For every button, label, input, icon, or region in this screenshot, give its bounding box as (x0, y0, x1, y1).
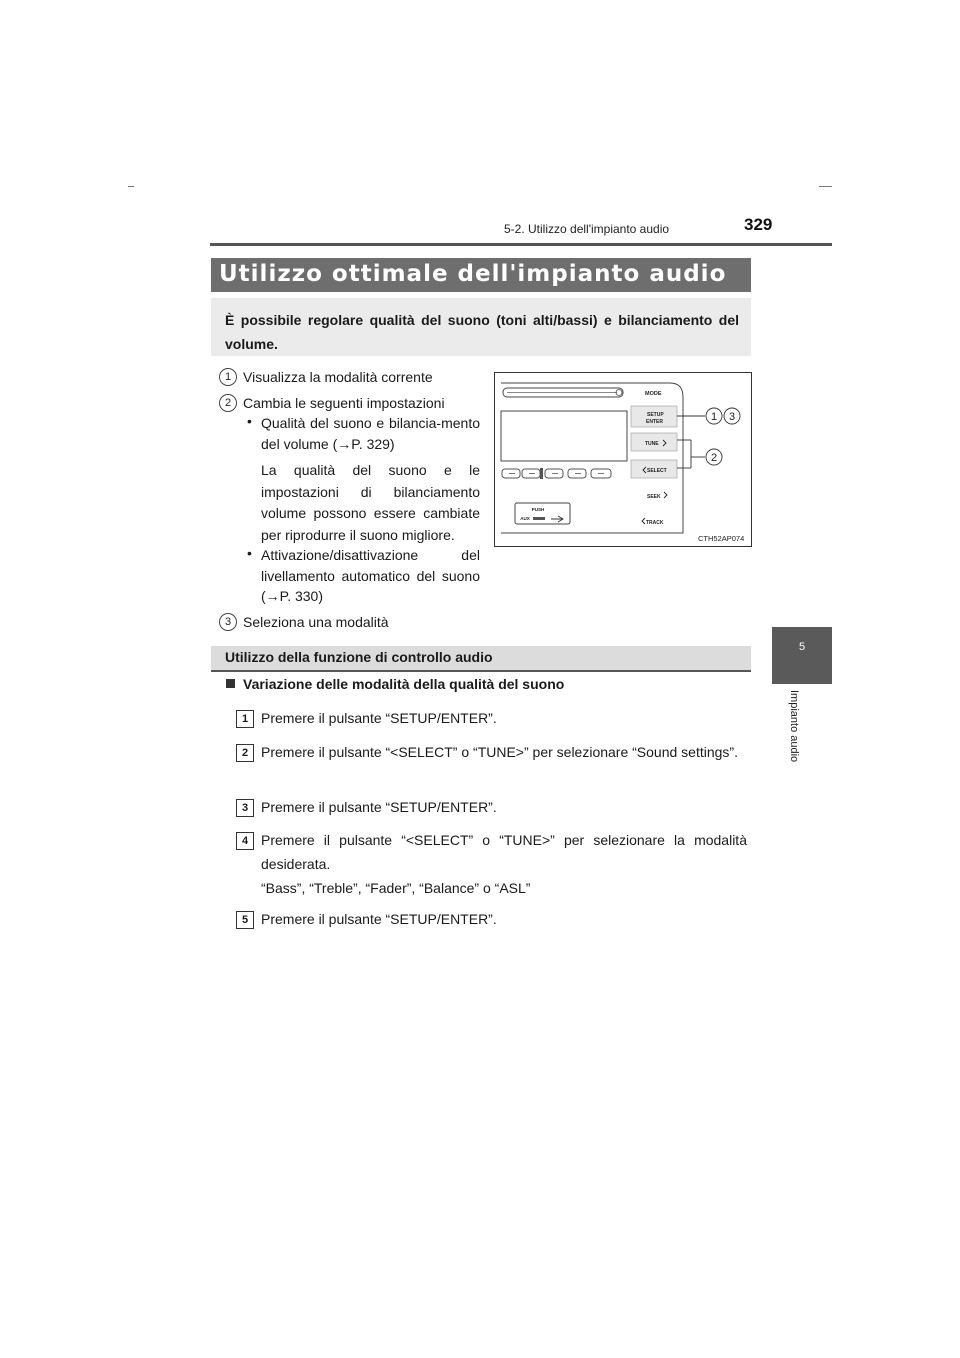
bullet-text-1: Qualità del suono e bilancia-mento del volume (→P. 329) (261, 415, 480, 452)
mode-button-label: MODE (645, 391, 662, 397)
setup-button-label: SETUP (647, 412, 664, 418)
audio-unit-figure (494, 372, 752, 547)
square-bullet-icon (226, 679, 235, 688)
step-text-3: Premere il pulsante “SETUP/ENTER”. (261, 799, 497, 815)
intro-box (211, 298, 751, 356)
page-number: 329 (744, 215, 773, 234)
track-button-label: TRACK (646, 520, 664, 526)
step-number-2: 2 (236, 744, 254, 762)
step-number-4: 4 (236, 832, 254, 850)
push-label: PUSH (531, 507, 545, 512)
step-number-3: 3 (236, 799, 254, 817)
subsection-title: Utilizzo della funzione di controllo audio (225, 649, 493, 665)
running-header-section: 5-2. Utilizzo dell'impianto audio (504, 222, 670, 236)
callout-marker-3: 3 (219, 613, 237, 631)
aux-label: AUX (520, 516, 530, 521)
step-note-4: “Bass”, “Treble”, “Fader”, “Balance” o “ASL” (261, 880, 531, 896)
chapter-number: 5 (798, 641, 806, 653)
audio-unit-drawing (495, 373, 751, 546)
step-text-4: Premere il pulsante “<SELECT” o “TUNE>” per selezionare la modalità desiderata. (261, 832, 747, 872)
step-number-5: 5 (236, 911, 254, 929)
step-text-2: Premere il pulsante “<SELECT” o “TUNE>” per selezionare “Sound settings”. (261, 744, 738, 760)
callout-text-3: Seleziona una modalità (243, 614, 389, 630)
chapter-tab (772, 627, 832, 684)
figure-code: CTH52AP074 (698, 534, 745, 543)
bullet: • (247, 545, 252, 561)
tune-button-label: TUNE (645, 441, 659, 447)
bullet: • (247, 413, 252, 429)
bullet-note-1: La qualità del suono e le impostazioni di bilanciamento volume possono essere cambiate per riprodurre il suono migliore. (261, 462, 480, 543)
callout-marker-2: 2 (219, 394, 237, 412)
seek-button-label: SEEK (647, 494, 661, 500)
enter-button-label: ENTER (646, 419, 663, 425)
page-title: Utilizzo ottimale dell'impianto audio (219, 261, 727, 287)
select-button-label: SELECT (647, 468, 667, 474)
preset-buttons (502, 468, 611, 479)
figure-callout-1: 1 (710, 411, 718, 423)
callout-text-1: Visualizza la modalità corrente (243, 369, 433, 385)
subheading: Variazione delle modalità della qualità del suono (243, 676, 565, 692)
step-number-1: 1 (236, 710, 254, 728)
figure-callout-2: 2 (710, 452, 718, 464)
chapter-label: Impianto audio (788, 690, 800, 763)
callout-text-2: Cambia le seguenti impostazioni (243, 395, 445, 411)
subsection-bar (211, 646, 751, 672)
crop-mark-left (128, 186, 134, 187)
bullet-text-2: Attivazione/disattivazione del livellamento automatico del suono (→P. 330) (261, 547, 480, 604)
intro-text: È possibile regolare qualità del suono (toni alti/bassi) e bilanciamento del volume. (225, 312, 739, 352)
step-text-1: Premere il pulsante “SETUP/ENTER”. (261, 710, 497, 726)
figure-callout-3: 3 (728, 411, 736, 423)
step-text-5: Premere il pulsante “SETUP/ENTER”. (261, 911, 497, 927)
callout-marker-1: 1 (219, 368, 237, 386)
header-rule (210, 243, 832, 246)
crop-mark-right (819, 186, 832, 187)
title-bar (211, 258, 751, 292)
